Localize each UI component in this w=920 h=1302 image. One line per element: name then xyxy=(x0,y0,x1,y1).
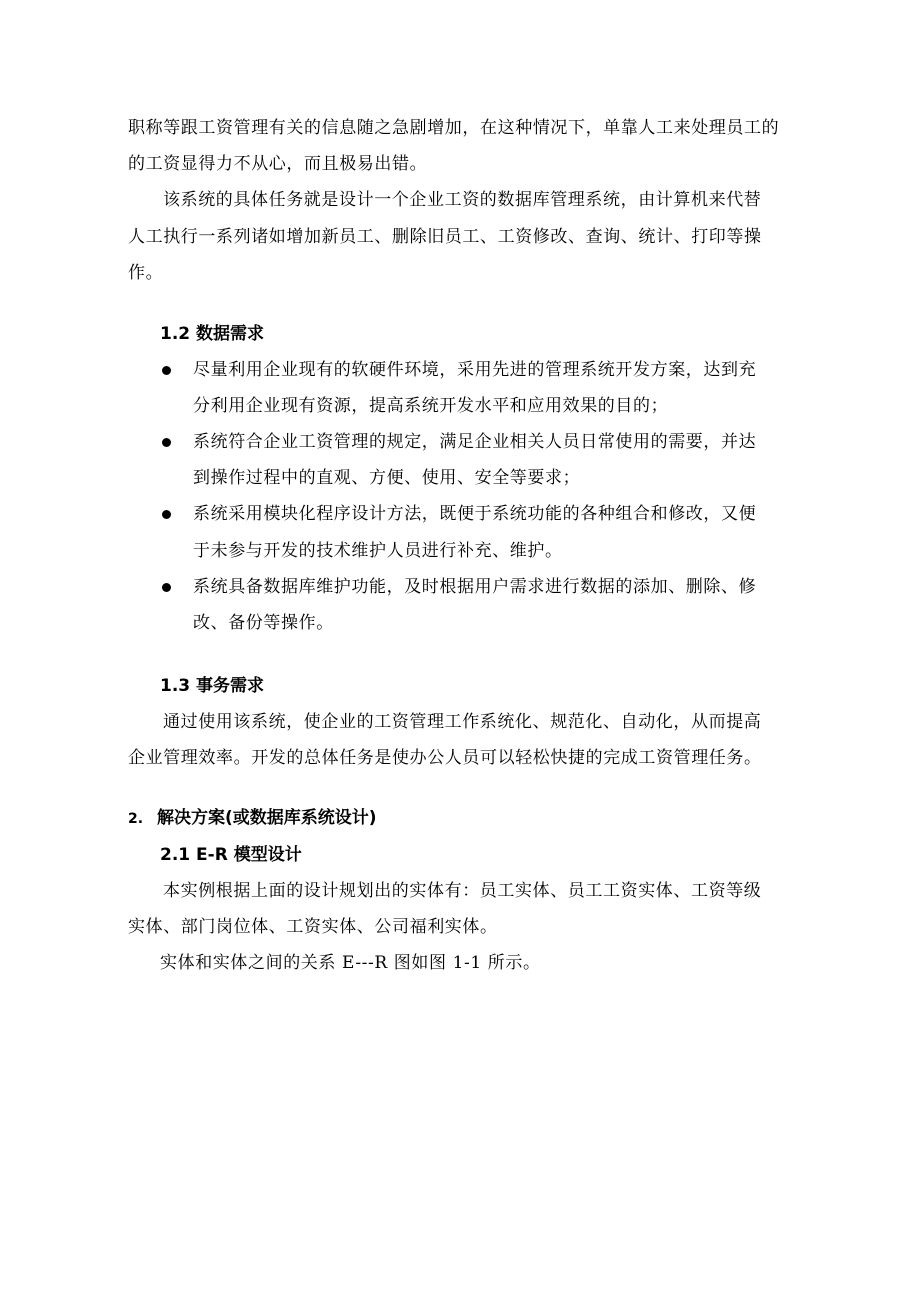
bullet-3-marker xyxy=(162,510,171,519)
bullet-4-line-2: 改、备份等操作。 xyxy=(193,613,334,633)
section-2-line-3: 实体和实体之间的关系 E---R 图如图 1-1 所示。 xyxy=(160,953,541,973)
section-1-3-title: 1.3 事务需求 xyxy=(160,676,265,696)
task-line-3: 作。 xyxy=(128,263,164,283)
bullet-1-line-1: 尽量利用企业现有的软硬件环境，采用先进的管理系统开发方案，达到充 xyxy=(193,360,757,380)
bullet-3-line-2: 于未参与开发的技术维护人员进行补充、维护。 xyxy=(193,541,563,561)
bullet-3-line-1: 系统采用模块化程序设计方法，既便于系统功能的各种组合和修改，又便 xyxy=(193,504,757,524)
task-line-1: 该系统的具体任务就是设计一个企业工资的数据库管理系统，由计算机来代替 xyxy=(163,190,762,210)
section-2-1-title: 2.1 E-R 模型设计 xyxy=(160,845,302,865)
section-2-line-1: 本实例根据上面的设计规划出的实体有：员工实体、员工工资实体、工资等级 xyxy=(163,881,762,901)
section-2-line-2: 实体、部门岗位体、工资实体、公司福利实体。 xyxy=(128,917,498,937)
bullet-2-line-1: 系统符合企业工资管理的规定，满足企业相关人员日常使用的需要，并达 xyxy=(193,432,757,452)
bullet-1-marker xyxy=(162,366,171,375)
bullet-2-line-2: 到操作过程中的直观、方便、使用、安全等要求； xyxy=(193,468,581,488)
section-2-number: 2. xyxy=(128,811,144,827)
intro-line-2: 的工资显得力不从心，而且极易出错。 xyxy=(128,154,428,174)
bullet-2-marker xyxy=(162,438,171,447)
section-1-3-line-1: 通过使用该系统，使企业的工资管理工作系统化、规范化、自动化，从而提高 xyxy=(163,712,762,732)
bullet-4-line-1: 系统具备数据库维护功能，及时根据用户需求进行数据的添加、删除、修 xyxy=(193,577,757,597)
section-1-2-title: 1.2 数据需求 xyxy=(160,324,265,344)
bullet-1-line-2: 分利用企业现有资源，提高系统开发水平和应用效果的目的； xyxy=(193,396,669,416)
section-1-3-line-2: 企业管理效率。开发的总体任务是使办公人员可以轻松快捷的完成工资管理任务。 xyxy=(128,748,762,768)
bullet-4-marker xyxy=(162,583,171,592)
task-line-2: 人工执行一系列诸如增加新员工、删除旧员工、工资修改、查询、统计、打印等操 xyxy=(128,227,762,247)
section-2-title: 解决方案(或数据库系统设计) xyxy=(157,808,377,828)
intro-line-1: 职称等跟工资管理有关的信息随之急剧增加，在这种情况下，单靠人工来处理员工的 xyxy=(128,118,780,138)
